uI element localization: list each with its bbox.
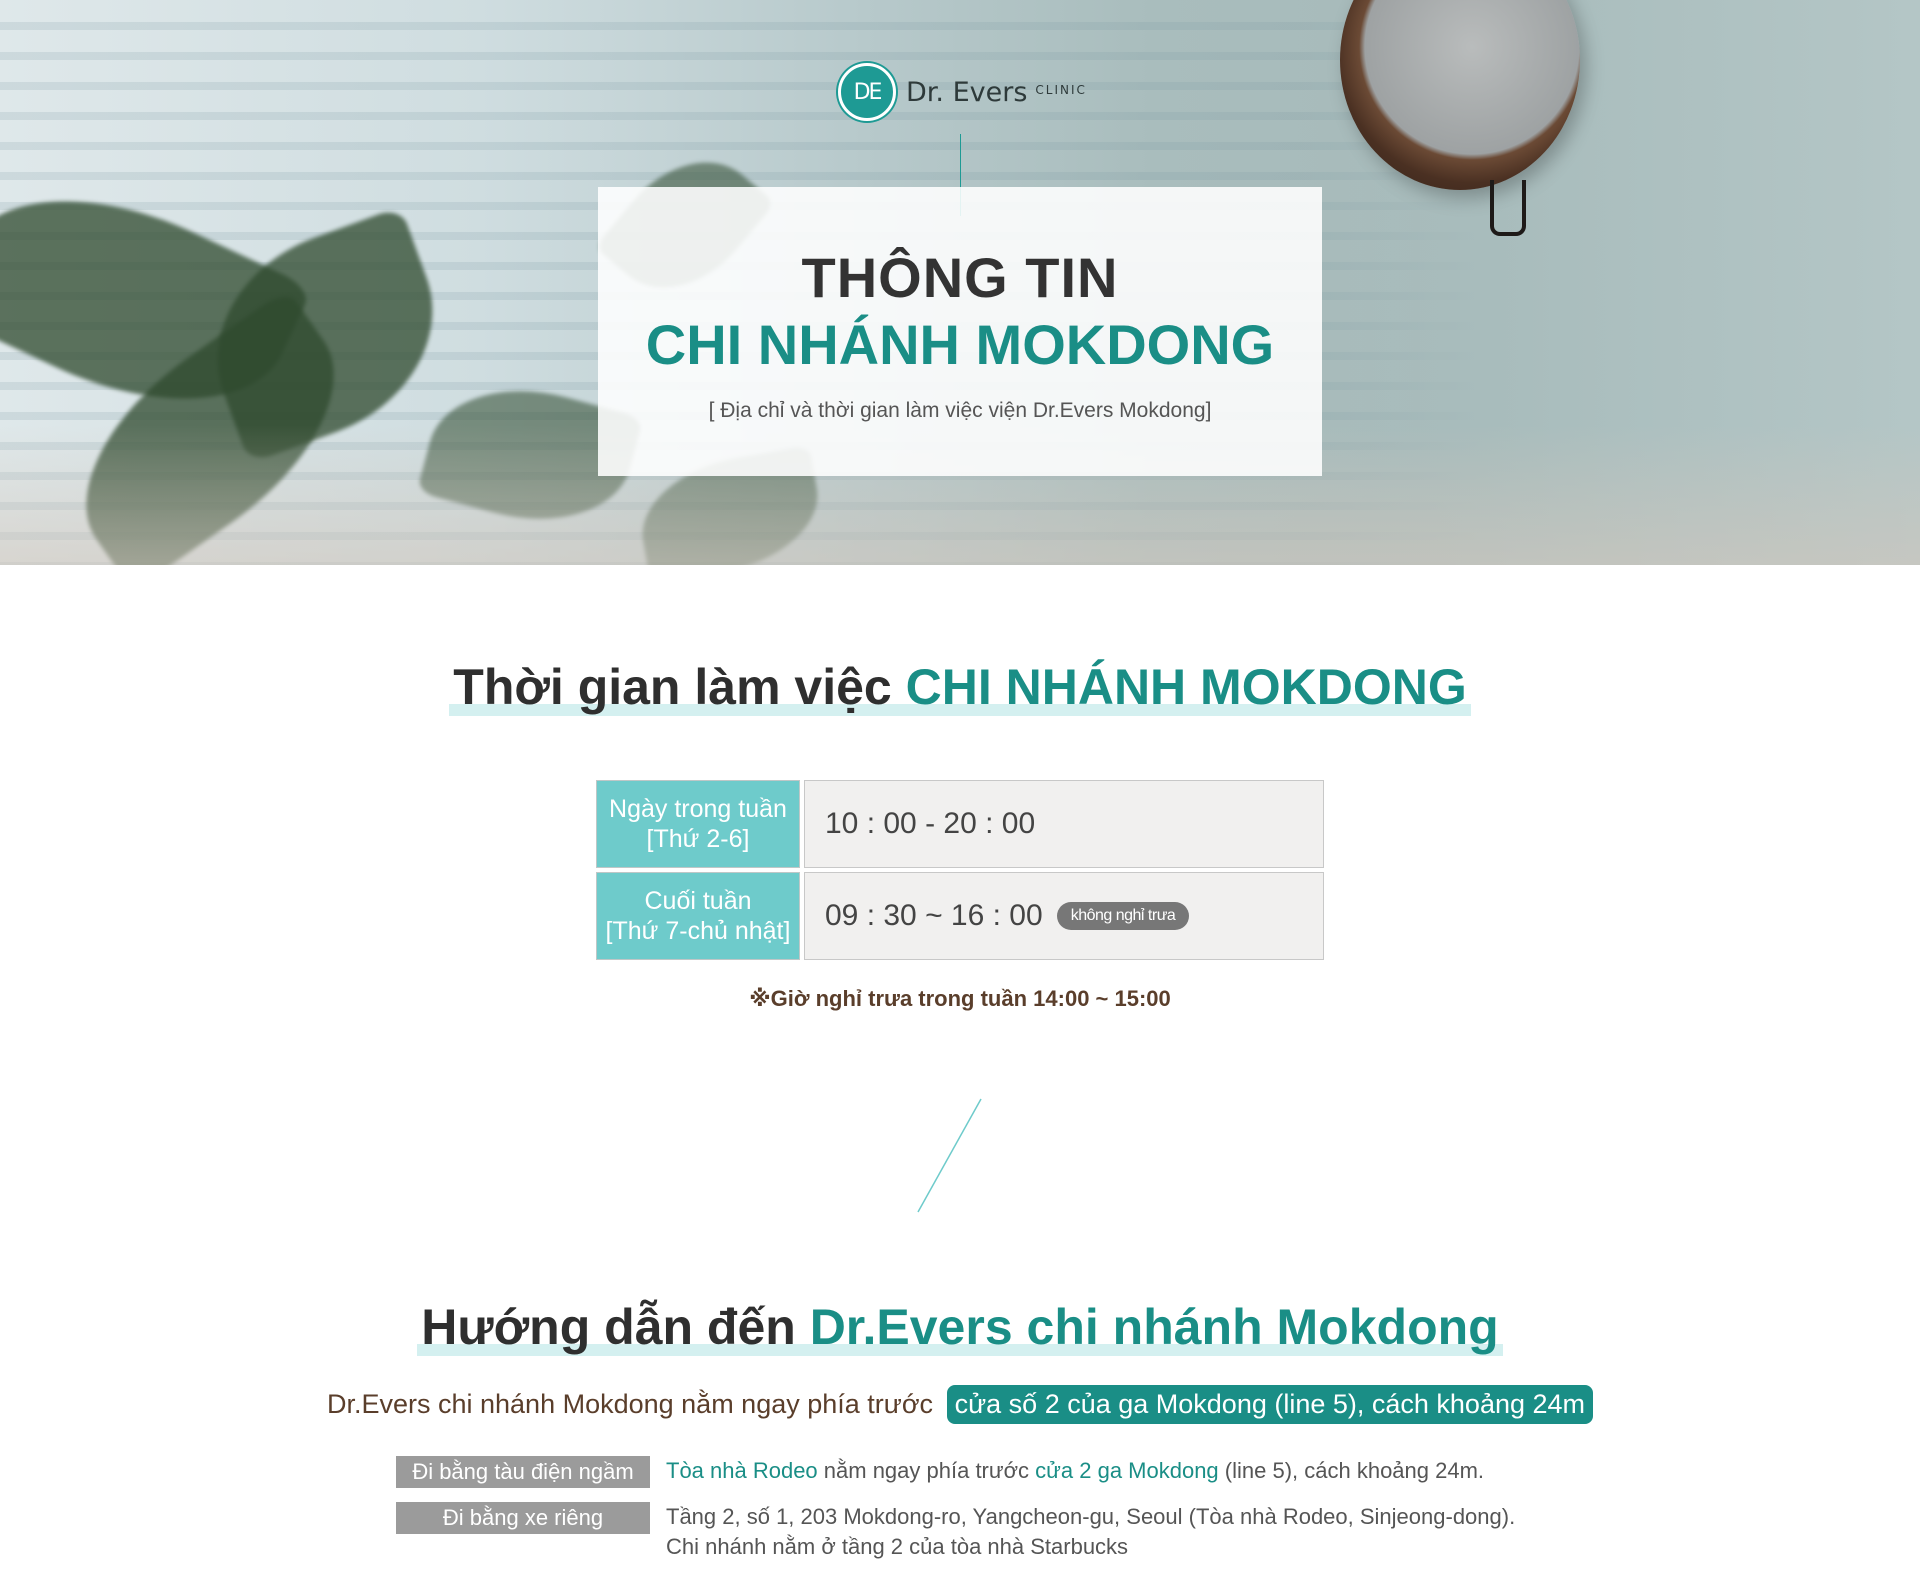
- directions-intro: [0, 1385, 1920, 1424]
- hours-value-weekday-text: 10 : 00 - 20 : 00: [825, 807, 1036, 840]
- subway-mid: nằm ngay phía trước: [817, 1458, 1036, 1483]
- hours-value-weekend: [804, 872, 1324, 960]
- clinic-logo[interactable]: [838, 62, 1087, 122]
- hours-label-weekend-line1: Cuối tuần: [644, 887, 752, 915]
- hero-title-line1: THÔNG TIN: [801, 246, 1119, 309]
- section-divider-line: [912, 1098, 982, 1214]
- hero-banner: [0, 0, 1920, 565]
- logo-sub: CLINIC: [1035, 83, 1087, 97]
- subway-end: (line 5), cách khoảng 24m.: [1218, 1458, 1485, 1483]
- directions-title-wrap: [421, 1298, 1498, 1356]
- directions-section-title: [0, 1298, 1920, 1356]
- subway-exit: cửa 2 ga Mokdong: [1035, 1458, 1219, 1483]
- car-text: [666, 1502, 1515, 1562]
- no-lunch-break-badge: không nghỉ trưa: [1057, 902, 1190, 930]
- hero-title-line2: CHI NHÁNH MOKDONG: [645, 313, 1275, 376]
- hours-label-weekday: [596, 780, 800, 868]
- lunch-break-note: ※Giờ nghỉ trưa trong tuần 14:00 ~ 15:00: [749, 986, 1171, 1011]
- hero-clock-hook: [1490, 180, 1526, 236]
- hours-label-weekday-line2: [Thứ 2-6]: [646, 825, 750, 853]
- directions-intro-highlight: cửa số 2 của ga Mokdong (line 5), cách khoảng 24m: [947, 1385, 1593, 1424]
- directions-list: [396, 1456, 1596, 1575]
- hours-value-weekend-text: 09 : 30 ~ 16 : 00: [825, 899, 1043, 932]
- subway-building: Tòa nhà Rodeo: [666, 1458, 818, 1483]
- directions-intro-text: Dr.Evers chi nhánh Mokdong nằm ngay phía trước: [326, 1389, 934, 1419]
- hours-table: [596, 780, 1324, 964]
- hours-label-weekday-line1: Ngày trong tuần: [609, 795, 787, 823]
- logo-name: Dr. Evers: [906, 76, 1028, 108]
- direction-car: [396, 1502, 1596, 1562]
- directions-title-teal: Dr.Evers chi nhánh Mokdong: [809, 1299, 1499, 1355]
- subway-tag: Đi bằng tàu điện ngầm: [396, 1456, 650, 1488]
- hours-title-teal: CHI NHÁNH MOKDONG: [905, 659, 1467, 715]
- hours-label-weekend-line2: [Thứ 7-chủ nhật]: [605, 917, 791, 945]
- hero-subtitle: [ Địa chỉ và thời gian làm việc viện Dr.Evers Mokdong]: [708, 399, 1212, 422]
- hours-value-weekday: [804, 780, 1324, 868]
- hours-section-title: [0, 658, 1920, 716]
- subway-text: [666, 1456, 1484, 1488]
- hero-title-box: [598, 187, 1322, 476]
- logo-mark-icon: DE: [838, 63, 896, 121]
- hours-row-weekend: [596, 872, 1324, 960]
- car-address-line2: Chi nhánh nằm ở tầng 2 của tòa nhà Starbucks: [666, 1534, 1129, 1559]
- car-address-line1: Tầng 2, số 1, 203 Mokdong-ro, Yangcheon-gu, Seoul (Tòa nhà Rodeo, Sinjeong-dong).: [666, 1504, 1516, 1529]
- car-tag: Đi bằng xe riêng: [396, 1502, 650, 1534]
- hours-title-plain: Thời gian làm việc: [453, 659, 906, 715]
- hours-title-wrap: [453, 658, 1466, 716]
- directions-title-plain: Hướng dẫn đến: [421, 1299, 810, 1355]
- hours-label-weekend: [596, 872, 800, 960]
- hours-row-weekday: [596, 780, 1324, 868]
- direction-subway: [396, 1456, 1596, 1488]
